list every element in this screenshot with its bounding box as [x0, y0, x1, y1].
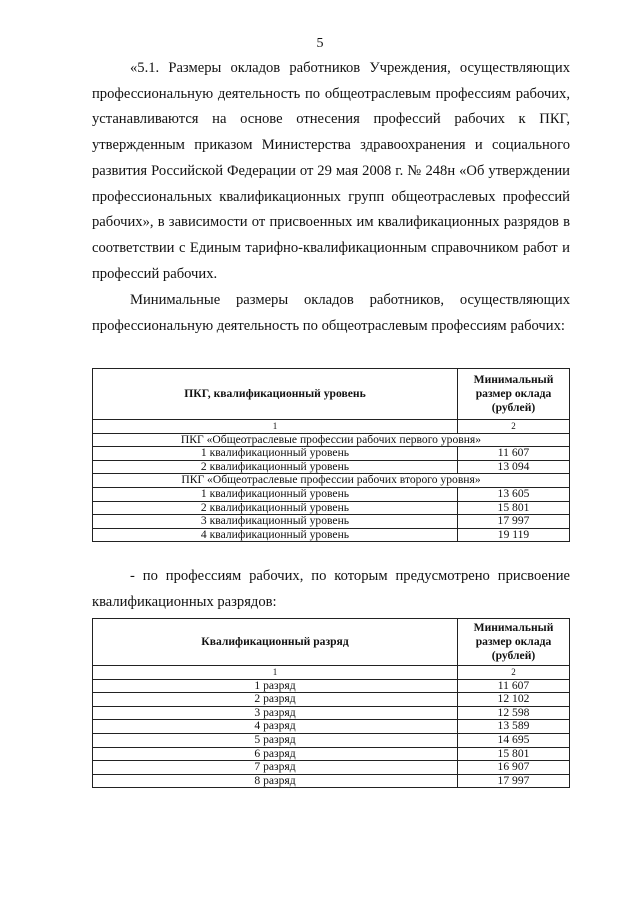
salary-cell: 19 119 — [458, 528, 570, 542]
salary-cell: 13 094 — [458, 460, 570, 474]
salary-cell: 11 607 — [458, 679, 570, 693]
table-row — [93, 693, 570, 707]
paragraph-min-salaries: Минимальные размеры окладов работников, осуществляющих профессиональную деятельность по общеотраслевым профессиям рабочих: — [92, 292, 570, 334]
column-number-1: 1 — [93, 420, 458, 434]
table-row — [93, 774, 570, 788]
column-number-row — [93, 420, 570, 434]
column-number-row — [93, 666, 570, 680]
header-pkg-level: ПКГ, квалификационный уровень — [93, 369, 458, 420]
paragraph-grades-intro: - по профессиям рабочих, по которым предусмотрено присвоение квалификационных разрядов: — [92, 568, 570, 610]
group-row-second-level — [93, 474, 570, 488]
salary-cell: 16 907 — [458, 761, 570, 775]
salary-cell: 12 598 — [458, 706, 570, 720]
level-cell: 1 квалификационный уровень — [93, 447, 458, 461]
table-row — [93, 487, 570, 501]
page-number: 5 — [316, 36, 324, 51]
group-title: ПКГ «Общеотраслевые профессии рабочих первого уровня» — [93, 433, 570, 447]
header-min-salary: Минимальный размер оклада (рублей) — [458, 369, 570, 420]
salary-cell: 12 102 — [458, 693, 570, 707]
table-row — [93, 733, 570, 747]
level-cell: 3 квалификационный уровень — [93, 515, 458, 529]
level-cell: 2 квалификационный уровень — [93, 501, 458, 515]
header-grade: Квалификационный разряд — [93, 619, 458, 666]
group-row-first-level — [93, 433, 570, 447]
salary-cell: 15 801 — [458, 747, 570, 761]
grade-cell: 4 разряд — [93, 720, 458, 734]
level-cell: 1 квалификационный уровень — [93, 487, 458, 501]
group-title: ПКГ «Общеотраслевые профессии рабочих второго уровня» — [93, 474, 570, 488]
column-number-2: 2 — [458, 666, 570, 680]
table-row — [93, 706, 570, 720]
salary-cell: 17 997 — [458, 774, 570, 788]
paragraph-pkg-intro: «5.1. Размеры окладов работников Учреждения, осуществляющих профессиональную деятельность по общеотраслевым профессиям рабочих, устанавливаются на основе отнесения профессий рабочих к ПКГ, утвержденным приказом Министерства здравоохранения и социального развития Российской Федерации от 29 мая 2008 г. № 248н «Об утверждении профессиональных квалификационных групп общеотраслевых профессий рабочих», в зависимости от присвоенных им квалификационных разрядов в соответствии с Единым тарифно-квалификационным справочником работ и профессий рабочих. — [92, 60, 570, 282]
table-pkg-levels — [92, 368, 570, 542]
table-row — [93, 679, 570, 693]
table-row — [93, 720, 570, 734]
grade-cell: 5 разряд — [93, 733, 458, 747]
grade-cell: 6 разряд — [93, 747, 458, 761]
header-min-salary: Минимальный размер оклада (рублей) — [458, 619, 570, 666]
salary-cell: 11 607 — [458, 447, 570, 461]
grade-cell: 2 разряд — [93, 693, 458, 707]
level-cell: 2 квалификационный уровень — [93, 460, 458, 474]
table-row — [93, 761, 570, 775]
table-row — [93, 447, 570, 461]
table-row — [93, 747, 570, 761]
grade-cell: 7 разряд — [93, 761, 458, 775]
salary-cell: 14 695 — [458, 733, 570, 747]
grade-cell: 1 разряд — [93, 679, 458, 693]
salary-cell: 17 997 — [458, 515, 570, 529]
salary-cell: 13 605 — [458, 487, 570, 501]
column-number-2: 2 — [458, 420, 570, 434]
grade-cell: 3 разряд — [93, 706, 458, 720]
table-row — [93, 501, 570, 515]
table-row — [93, 515, 570, 529]
level-cell: 4 квалификационный уровень — [93, 528, 458, 542]
salary-cell: 13 589 — [458, 720, 570, 734]
table-row — [93, 528, 570, 542]
column-number-1: 1 — [93, 666, 458, 680]
table-header-row — [93, 619, 570, 666]
table-row — [93, 460, 570, 474]
grade-cell: 8 разряд — [93, 774, 458, 788]
table-qualification-grades — [92, 618, 570, 788]
table-header-row — [93, 369, 570, 420]
salary-cell: 15 801 — [458, 501, 570, 515]
